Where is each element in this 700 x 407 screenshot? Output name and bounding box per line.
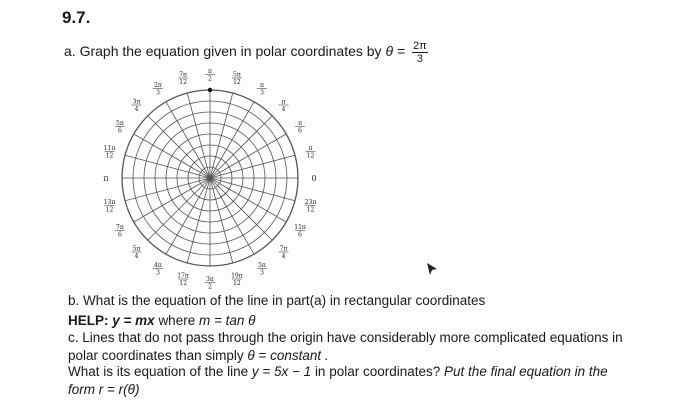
help-label: HELP:	[68, 313, 109, 328]
grid-spoke	[210, 102, 254, 178]
angle-label-numerator: π	[308, 145, 313, 153]
angle-label-denominator: 4	[134, 106, 139, 113]
angle-label-denominator: 3	[156, 269, 160, 277]
angle-label-denominator: 6	[298, 231, 303, 239]
grid-spoke	[187, 178, 210, 263]
part-c-line3-mid: in polar coordinates?	[314, 364, 441, 379]
polar-form-equation: r = r(θ)	[98, 382, 140, 397]
grid-spoke	[166, 178, 210, 254]
angle-label-denominator: 2	[208, 75, 212, 83]
angle-label-numerator: 3π	[132, 98, 141, 106]
grid-spoke	[125, 178, 210, 201]
grid-spoke	[210, 178, 254, 254]
mouse-cursor-icon	[426, 262, 438, 276]
help-hint	[68, 313, 255, 328]
top-marker-dot	[208, 88, 212, 92]
angle-label: 0	[311, 174, 317, 183]
angle-label-numerator: 5π	[258, 262, 266, 270]
angle-label-numerator: π	[208, 68, 212, 75]
angle-label-numerator: 7π	[116, 224, 124, 231]
help-slope: m = tan θ	[198, 313, 256, 328]
help-equation: y = mx	[112, 313, 155, 328]
part-c-line3	[68, 364, 608, 379]
grid-spoke	[210, 155, 295, 178]
angle-label-denominator: 2	[208, 283, 212, 291]
polar-grid	[90, 68, 330, 291]
angle-label-denominator: 12	[179, 79, 187, 86]
angle-label-numerator: 11π	[103, 145, 116, 153]
part-c-line3-text: What is its equation of the line	[68, 364, 249, 379]
angle-label-denominator: 12	[105, 206, 114, 214]
angle-label-denominator: 3	[260, 89, 264, 97]
part-c-line3-italic: Put the final equation in the	[444, 364, 608, 379]
angle-label-numerator: 13π	[103, 198, 116, 206]
angle-label-denominator: 6	[117, 231, 122, 239]
angle-label-numerator: 19π	[231, 272, 243, 280]
grid-spoke	[210, 134, 286, 178]
part-c-form-word: form	[68, 382, 95, 397]
grid-spoke	[210, 116, 272, 178]
angle-label-denominator: 12	[233, 280, 241, 287]
angle-label-numerator: 5π	[233, 71, 241, 79]
part-c-line4	[68, 382, 139, 397]
angle-label-numerator: π	[281, 98, 286, 106]
angle-label-denominator: 12	[105, 152, 114, 160]
part-a-text: a. Graph the equation given in polar coordinates by	[64, 43, 382, 60]
angle-label-denominator: 4	[281, 253, 286, 260]
angle-label-numerator: 17π	[177, 272, 189, 280]
line-equation: y = 5x − 1	[251, 364, 312, 379]
angle-label-denominator: 4	[281, 106, 286, 113]
angle-label-numerator: 23π	[304, 198, 317, 206]
grid-spoke	[148, 116, 210, 178]
angle-label-numerator: 11π	[294, 224, 306, 231]
angle-label-denominator: 12	[306, 152, 315, 160]
grid-spoke	[148, 178, 210, 240]
part-c-line2-text: polar coordinates than simply	[68, 348, 244, 363]
angle-label-numerator: π	[260, 81, 264, 89]
angle-label-numerator: 3π	[206, 276, 214, 283]
theta-equals: θ =	[385, 43, 406, 60]
angle-label-numerator: 7π	[179, 71, 187, 79]
angle-label-numerator: 4π	[154, 262, 162, 270]
fraction-denominator: 3	[416, 53, 423, 65]
angle-label-numerator: 5π	[116, 120, 124, 127]
angle-label-numerator: 7π	[279, 245, 288, 253]
grid-spoke	[210, 178, 295, 201]
angle-label-denominator: 12	[306, 206, 315, 214]
grid-spoke	[210, 93, 233, 178]
angle-label-denominator: 6	[117, 127, 122, 135]
help-where: where	[158, 313, 196, 328]
angle-label-numerator: π	[298, 120, 303, 127]
grid-spoke	[210, 178, 233, 263]
grid-spoke	[125, 155, 210, 178]
grid-spoke	[210, 178, 286, 222]
problem-number: 9.7.	[62, 8, 91, 27]
angle-label-denominator: 4	[134, 253, 139, 260]
angle-label-denominator: 12	[179, 280, 187, 287]
angle-label: π	[103, 174, 109, 183]
part-a-prompt	[64, 40, 428, 65]
part-c-line1: c. Lines that do not pass through the origin have considerably more complicated equations in	[68, 330, 623, 345]
angle-label-denominator: 3	[260, 269, 264, 277]
part-c-line2	[68, 348, 329, 363]
angle-label-denominator: 12	[233, 79, 241, 86]
angle-label-denominator: 3	[156, 89, 160, 97]
fraction-numerator: 2π	[413, 40, 427, 52]
grid-spoke	[210, 178, 272, 240]
part-b-prompt: b. What is the equation of the line in part(a) in rectangular coordinates	[68, 293, 486, 308]
grid-spoke	[134, 134, 210, 178]
grid-spoke	[187, 93, 210, 178]
grid-spoke	[166, 102, 210, 178]
angle-label-numerator: 5π	[132, 245, 141, 253]
angle-label-denominator: 6	[298, 127, 303, 135]
grid-spoke	[134, 178, 210, 222]
angle-label-numerator: 2π	[154, 81, 162, 89]
angle-fraction	[412, 40, 428, 65]
theta-constant: θ = constant .	[247, 348, 329, 363]
